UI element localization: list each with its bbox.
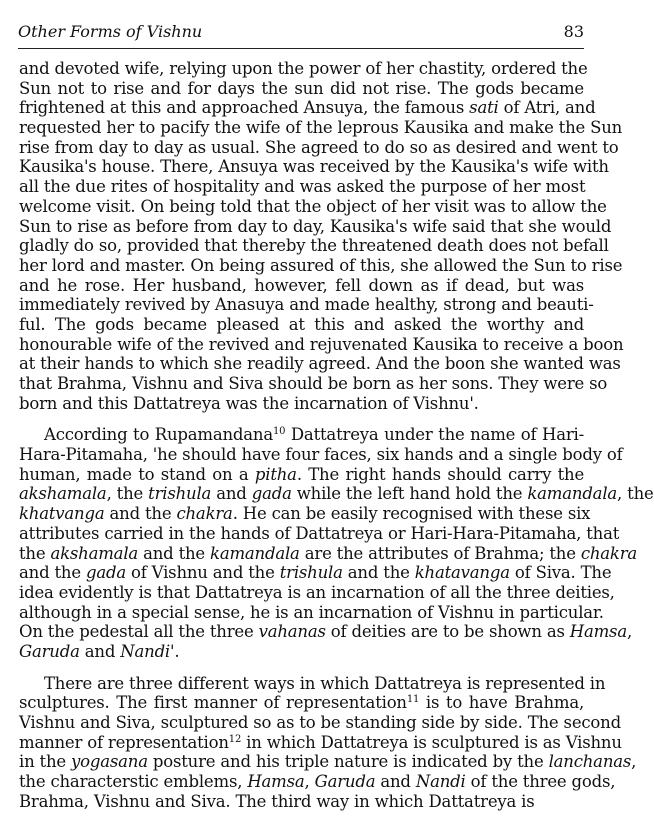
text-line xyxy=(19,752,637,772)
text-run: frightened at this and approached Ansuya, the famous xyxy=(19,98,470,118)
text-run: the characterstic emblems, xyxy=(19,772,248,792)
text-run: Sun not to rise and for days the sun did not rise. The gods became xyxy=(19,78,584,98)
text-run: , the xyxy=(617,484,654,504)
italic-term: gada xyxy=(85,563,126,583)
text-run: human, made to stand on a xyxy=(19,464,255,484)
italic-term: khatavanga xyxy=(414,563,510,583)
text-run: her lord and master. On being assured of this, she allowed the Sun to rise xyxy=(19,255,623,275)
text-line xyxy=(19,445,623,465)
text-line xyxy=(19,295,594,315)
footnote-ref: 10 xyxy=(273,426,286,438)
text-line xyxy=(19,792,584,812)
text-line xyxy=(19,772,616,792)
text-run: , xyxy=(626,622,633,642)
text-line xyxy=(19,563,612,583)
text-line xyxy=(19,673,606,694)
text-line xyxy=(19,255,623,276)
text-line xyxy=(19,642,584,662)
text-line xyxy=(19,276,584,296)
footnote-ref: 12 xyxy=(228,733,242,745)
text-line xyxy=(19,523,620,544)
text-run: , the xyxy=(106,484,149,504)
text-line xyxy=(19,315,584,335)
text-run: of Vishnu and the xyxy=(125,563,280,583)
italic-term: akshamala xyxy=(19,484,107,504)
text-run: There are three different ways in which Dattatreya is represented in xyxy=(44,673,606,693)
text-line xyxy=(19,137,619,158)
text-run: born and this Dattatreya was the incarnation of Vishnu'. xyxy=(19,393,479,413)
text-line xyxy=(19,394,584,414)
text-run: Vishnu and Siva, sculptured so as to be standing side by side. The second xyxy=(19,713,621,732)
text-line xyxy=(19,216,612,237)
italic-term: kamandala xyxy=(527,484,618,504)
italic-term: khatvanga xyxy=(19,504,105,524)
text-run: , xyxy=(304,772,315,792)
italic-term: kamandala xyxy=(210,543,300,563)
text-run: . The right hands should carry the xyxy=(296,464,585,484)
text-run: honourable wife of the revived and rejuvenated Kausika to receive a boon xyxy=(19,334,624,354)
text-line xyxy=(19,693,584,713)
italic-term: pitha xyxy=(254,464,297,484)
text-run: of deities are to be shown as xyxy=(325,622,570,642)
text-line xyxy=(19,118,623,138)
text-line xyxy=(19,465,584,485)
page-header xyxy=(18,22,584,46)
text-line xyxy=(19,425,584,445)
text-run: Brahma, Vishnu and Siva. The third way in which Dattatreya is xyxy=(19,791,535,811)
text-run: rise from day to day as usual. She agreed to do so as desired and went to xyxy=(19,137,619,157)
text-run: welcome visit. On being told that the object of her visit was to allow the xyxy=(19,196,607,216)
text-run: the xyxy=(19,543,51,563)
text-line xyxy=(19,98,596,118)
text-run: and devoted wife, relying upon the power of her chastity, ordered the xyxy=(19,59,588,78)
italic-term: trishula xyxy=(148,484,212,504)
text-run: gladly do so, provided that thereby the threatened death does not befall xyxy=(19,236,609,256)
header-rule xyxy=(18,48,584,49)
italic-term: Garuda xyxy=(314,772,376,792)
text-line xyxy=(19,602,604,623)
italic-term: akshamala xyxy=(50,543,139,563)
text-line xyxy=(19,354,621,374)
text-line xyxy=(19,713,621,733)
text-run: and the xyxy=(342,563,415,583)
text-run: are the attributes of Brahma; the xyxy=(299,543,581,563)
italic-term: Garuda xyxy=(19,641,80,661)
text-run: '. xyxy=(170,641,180,661)
text-run: According to Rupamandana xyxy=(44,425,273,445)
text-run: attributes carried in the hands of Dattatreya or Hari-Hara-Pitamaha, that xyxy=(19,523,620,543)
text-line xyxy=(19,334,624,355)
text-line xyxy=(19,374,608,394)
text-run: of the three gods, xyxy=(465,772,616,792)
italic-term: chakra xyxy=(580,543,638,563)
text-run: and xyxy=(79,641,121,661)
text-run: requested her to pacify the wife of the leprous Kausika and make the Sun xyxy=(19,118,623,138)
text-run: of Siva. The xyxy=(509,563,612,583)
text-run: Hara-Pitamaha, 'he should have four faces, six hands and a single body of xyxy=(19,445,623,465)
text-run: ful. The gods became pleased at this and asked the worthy and xyxy=(19,314,584,334)
text-line xyxy=(19,543,638,564)
text-line xyxy=(19,196,607,217)
text-run: and xyxy=(375,772,416,792)
text-line xyxy=(19,582,615,603)
text-line xyxy=(19,59,588,79)
text-run: in which Dattatreya is sculptured is as Vishnu xyxy=(241,732,622,752)
text-run: , xyxy=(631,752,637,772)
italic-term: yogasana xyxy=(71,752,148,772)
text-run: at their hands to which she readily agreed. And the boon she wanted was xyxy=(19,354,621,374)
text-run: Dattatreya under the name of Hari- xyxy=(285,425,584,445)
italic-term: sati xyxy=(469,98,499,118)
text-run: and the xyxy=(138,543,211,563)
text-run: posture and his triple nature is indicated by the xyxy=(147,752,549,772)
text-run: all the due rites of hospitality and was asked the purpose of her most xyxy=(19,177,586,197)
text-run: . He can be easily recognised with these six xyxy=(232,504,591,524)
italic-term: chakra xyxy=(176,504,233,524)
italic-term: Nandi xyxy=(415,772,466,792)
text-line xyxy=(19,157,609,177)
text-run: immediately revived by Anasuya and made healthy, strong and beauti- xyxy=(19,295,594,315)
italic-term: lanchanas xyxy=(548,752,632,772)
text-run: and he rose. Her husband, however, fell down as if dead, but was xyxy=(19,275,584,295)
text-run: idea evidently is that Dattatreya is an incarnation of all the three deities, xyxy=(19,582,615,602)
text-line xyxy=(19,484,654,504)
text-run: is to have Brahma, xyxy=(419,693,584,713)
text-run: sculptures. The first manner of representation xyxy=(19,693,407,713)
italic-term: vahanas xyxy=(258,622,326,642)
footnote-ref: 11 xyxy=(406,694,420,706)
italic-term: Hamsa xyxy=(247,772,305,792)
text-run: manner of representation xyxy=(19,732,229,752)
text-run: although in a special sense, he is an incarnation of Vishnu in particular. xyxy=(19,602,604,622)
text-line xyxy=(19,622,633,642)
italic-term: trishula xyxy=(279,563,343,583)
text-run: Sun to rise as before from day to day, Kausika's wife said that she would xyxy=(19,216,612,236)
italic-term: gada xyxy=(251,484,292,504)
text-run: and the xyxy=(19,563,86,583)
running-title: Other Forms of Vishnu xyxy=(18,22,203,41)
text-run: of Atri, and xyxy=(498,98,596,118)
text-line xyxy=(19,177,584,197)
text-run: and xyxy=(211,484,252,504)
text-line xyxy=(19,504,591,524)
italic-term: Hamsa xyxy=(569,622,627,642)
text-line xyxy=(19,236,609,256)
text-run: that Brahma, Vishnu and Siva should be born as her sons. They were so xyxy=(19,374,608,393)
page-number: 83 xyxy=(563,22,584,41)
text-line xyxy=(19,79,584,99)
body-text xyxy=(19,59,654,811)
text-run: Kausika's house. There, Ansuya was received by the Kausika's wife with xyxy=(19,157,609,177)
text-line xyxy=(19,732,622,753)
text-run: and the xyxy=(104,504,177,524)
text-run: in the xyxy=(19,752,72,772)
italic-term: Nandi xyxy=(120,641,171,661)
text-run: On the pedestal all the three xyxy=(19,622,259,642)
text-run: while the left hand hold the xyxy=(291,484,528,504)
